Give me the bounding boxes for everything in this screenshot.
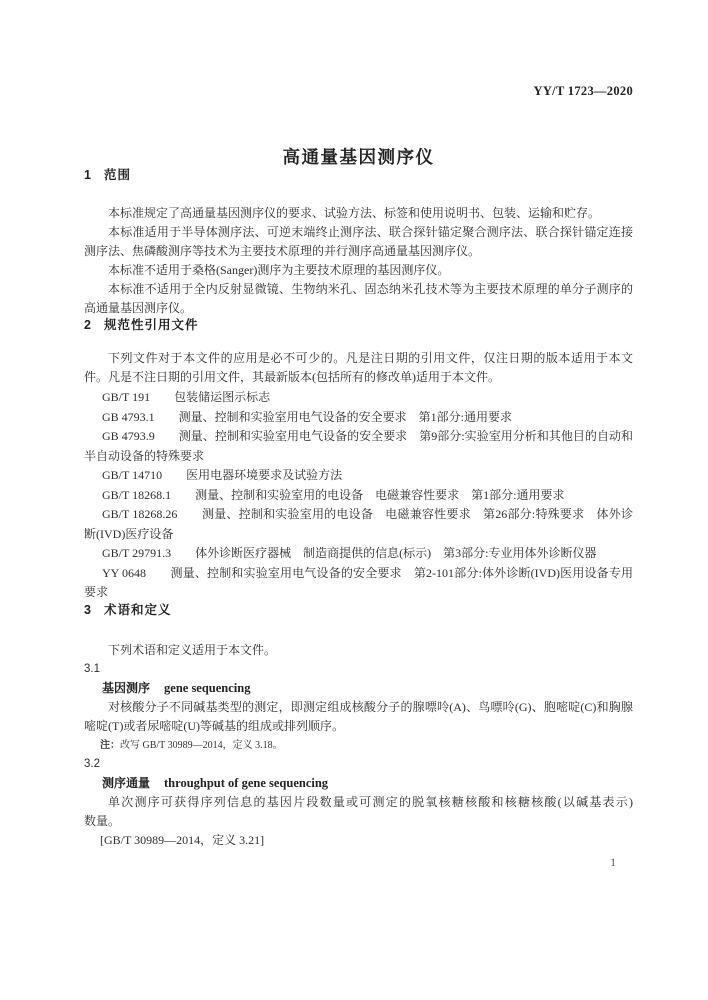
document-title: 高通量基因测序仪 xyxy=(282,147,435,167)
section-references-heading xyxy=(84,318,633,333)
reference-list xyxy=(84,388,633,603)
definition-line: 单次测序可获得序列信息的基因片段数量或可测定的脱氧核糖核酸和核糖核酸(以碱基表示) xyxy=(108,794,633,809)
section-terms-heading xyxy=(84,603,633,618)
term-name-en: throughput of gene sequencing xyxy=(164,775,329,790)
references-intro: 下列文件对于本文件的应用是必不可少的。凡是注日期的引用文件，仅注日期的版本适用于本文件。凡是不注日期的引用文件，其最新版本(包括所有的修改单)适用于本文件。 xyxy=(84,351,633,384)
term-title xyxy=(84,679,633,698)
term-name-zh: 测序通量 xyxy=(102,775,151,790)
section-references-number: 2 xyxy=(84,318,91,332)
section-scope-heading xyxy=(84,168,633,183)
section-references-title: 规范性引用文件 xyxy=(103,318,199,332)
term-entry-3-2 xyxy=(84,755,633,850)
scope-paragraph: 本标准规定了高通量基因测序仪的要求、试验方法、标签和使用说明书、包装、运输和贮存。 xyxy=(108,206,601,220)
term-definition: 对核酸分子不同碱基类型的测定，即测定组成核酸分子的腺嘌呤(A)、鸟嘌呤(G)、胞嘧啶(C)和胸腺嘧啶(T)或者尿嘧啶(U)等碱基的组成或排列顺序。 xyxy=(84,699,633,733)
term-definition xyxy=(84,793,633,831)
scope-paragraph: 本标准适用于半导体测序法、可逆末端终止测序法、联合探针锚定聚合测序法、联合探针锚定连接测序法、焦磷酸测序等技术为主要技术原理的并行测序高通量基因测序仪。 xyxy=(84,225,633,258)
section-scope-title: 范围 xyxy=(103,168,131,182)
standard-code: YY/T 1723—2020 xyxy=(533,84,633,98)
reference-item: GB/T 18268.1 测量、控制和实验室用的电设备 电磁兼容性要求 第1部分:通用要求 xyxy=(102,487,565,502)
reference-item: GB 4793.1 测量、控制和实验室用电气设备的安全要求 第1部分:通用要求 xyxy=(102,409,513,424)
term-number: 3.2 xyxy=(84,757,100,770)
reference-item: GB 4793.9 测量、控制和实验室用电气设备的安全要求 第9部分:实验室用分析和其他目的自动和半自动设备的特殊要求 xyxy=(84,429,633,463)
note-text: 改写 GB/T 30989—2014，定义 3.18。 xyxy=(120,739,283,751)
scope-paragraph: 本标准不适用于桑格(Sanger)测序为主要技术原理的基因测序仪。 xyxy=(108,263,450,277)
term-source: [GB/T 30989—2014，定义 3.21] xyxy=(100,832,265,847)
reference-item: GB/T 191 包装储运图示标志 xyxy=(102,390,271,404)
reference-item: GB/T 14710 医用电器环境要求及试验方法 xyxy=(102,468,343,482)
reference-item: YY 0648 测量、控制和实验室用电气设备的安全要求 第2-101部分:体外诊断(IVD)医用设备专用要求 xyxy=(84,565,633,599)
scope-paragraph: 本标准不适用于全内反射显微镜、生物纳米孔、固态纳米孔技术等为主要技术原理的单分子测序的高通量基因测序仪。 xyxy=(84,282,633,315)
term-note xyxy=(84,736,633,755)
term-entry-3-1 xyxy=(84,660,633,755)
terms-intro: 下列术语和定义适用于本文件。 xyxy=(108,642,277,657)
reference-item: GB/T 29791.3 体外诊断医疗器械 制造商提供的信息(标示) 第3部分:专业用体外诊断仪器 xyxy=(102,546,597,560)
page-number: 1 xyxy=(610,856,616,869)
reference-item: GB/T 18268.26 测量、控制和实验室用的电设备 电磁兼容性要求 第26部分:特殊要求 体外诊断(IVD)医疗设备 xyxy=(84,507,633,541)
section-scope-number: 1 xyxy=(84,168,91,182)
section-terms-number: 3 xyxy=(84,602,91,617)
term-number: 3.1 xyxy=(84,662,100,675)
term-title xyxy=(84,774,633,793)
term-name-en: gene sequencing xyxy=(164,680,251,695)
term-name-zh: 基因测序 xyxy=(102,680,151,695)
page-header xyxy=(84,0,633,98)
note-label: 注： xyxy=(100,739,120,751)
section-terms-title: 术语和定义 xyxy=(103,602,172,617)
definition-line: 数量。 xyxy=(84,813,121,828)
